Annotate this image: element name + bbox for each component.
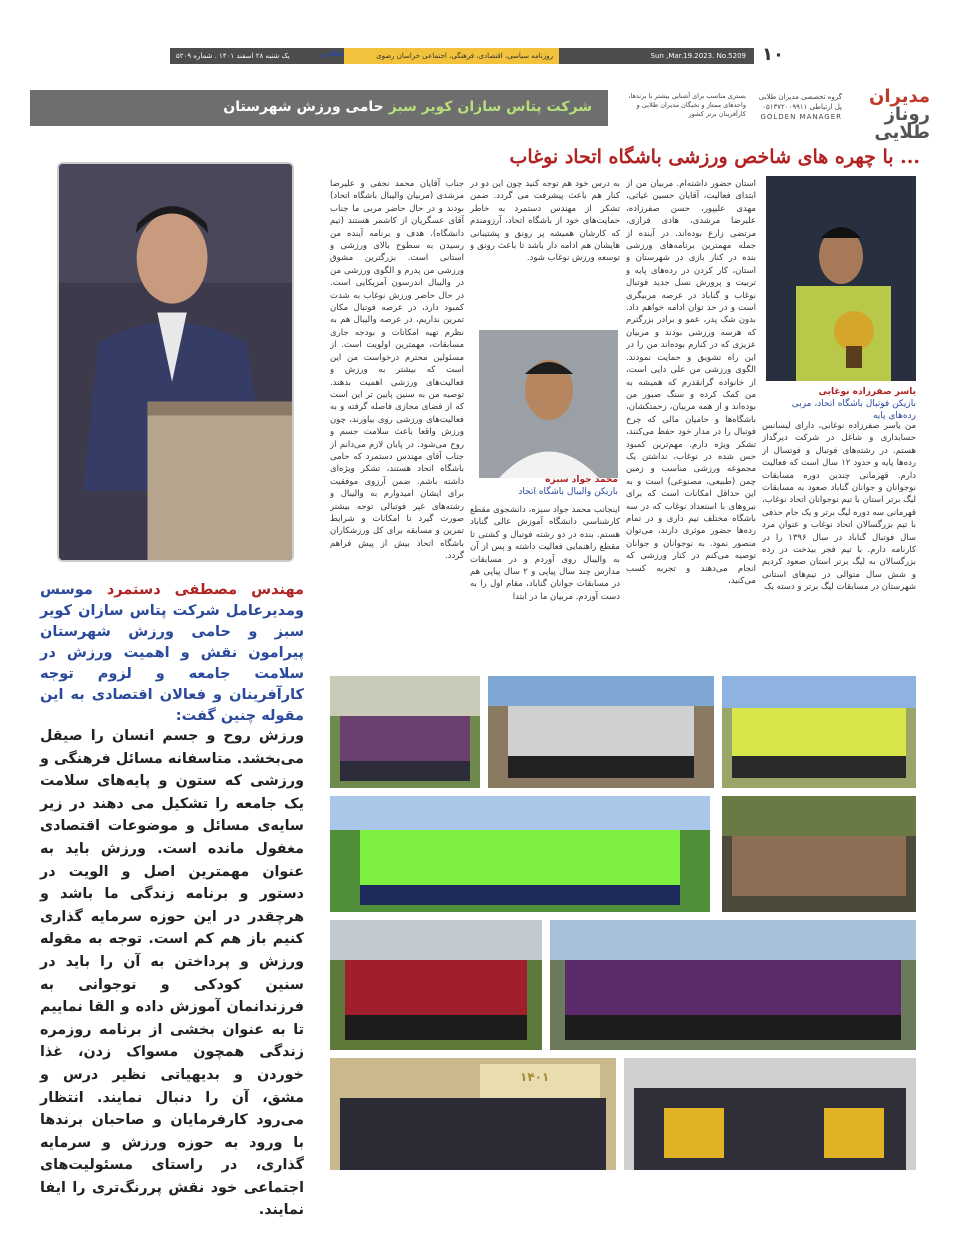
- issue-strip: [170, 48, 754, 64]
- brand-en: GOLDEN MANAGER: [760, 113, 842, 121]
- yasser-caption: [766, 386, 916, 422]
- newspaper-description: روزنامه سیاسی، اقتصادی، فرهنگی، اجتماعی خراسان رضوی: [344, 48, 559, 64]
- brand-group: گروه تخصصی مدیران طلایی: [758, 93, 842, 101]
- brand-phone: پل ارتباطی ۰۵۱۳۷۲۰۰۹۹۱۱: [762, 103, 842, 111]
- gallery-team-photo-4: [330, 796, 710, 912]
- gallery-team-photo-1: [330, 676, 480, 788]
- lead-name: مهندس مصطفی دستمرد: [106, 582, 304, 598]
- newspaper-logo: طلایی: [319, 49, 344, 58]
- brand-top: مدیران: [868, 86, 930, 107]
- article-column-2: استان حضور داشته‌ام. مربیان من از ابتدای فعالیت، آقایان حسین غیاثی، مهدی علیپور، حسن صفرزاده، علیرضا مرشدی، هادی فرازی، مرتضی زارع بوده‌اند. در آینده از جمله مهمترین برنامه‌های ورزشی بنده در کنار بازی در شهرستان و استان، کار کردن در رده‌های پایه و تربیت و پرورش نسل جدید فوتبال نوغاب و گناباد در عرصه مربیگری است و در حد توان ادامه خواهم داد. بدون شک پدر، عمو و برادر بزرگترم که هرسه ورزشی بودند و مربیان عزیزی که در کنارم بوده‌اند من را در این راه تشویق و حمایت نمودند. الگوی ورزشی من علی دایی است، از خانواده گرانقدرم که همیشه به من کمک کرده و سنگ صبور من بوده‌اند و از همه مربیان، زحمتکشان، باشگاه‌ها و حامیان مالی که چرخ فوتبال را در مدار خود حفظ می‌کنند، تشکر ویژه دارم. مهم‌ترین کمبود حس شده در نوغاب، نداشتن یک مجموعه ورزشی مناسب و زمین چمن (طبیعی، مصنوعی) است و به این حداقل امکانات است که برای نیروهای با استعداد نوغاب که در سه باشگاه مختلف تیم داری و در تمام رده‌ها حضور موثری دارند، می‌توان منصور نمود. به نوجوانان و جوانان توصیه می‌کنم در کنار ورزشی که انجام می‌دهند و تجربه کسب می‌کنید،: [626, 179, 756, 586]
- sidebar-body: ورزش روح و جسم انسان را صیقل می‌بخشد. متاسفانه مسائل فرهنگی و ورزشی که ستون و پایه‌های سلامت یک جامعه را تشکیل می دهند در زیر سایه‌ی مسائل و موضوعات اقتصادی مغفول مانده است. ورزش باید به عنوان مهمترین اصل و الویت در دستور و برنامه زندگی ما باشد و هرچقدر در این حوزه سرمایه گذاری کنیم باز هم کم است. توجه به مقوله ورزش و پرداختن به آن را باید در سنین کودکی و نوجوانی به فرزندانمان آموزش داده و القا نماییم تا به عنوان بخشی از برنامه روزمره زندگی همچون مسواک زدن، غذا خوردن و بدیهیاتی نظیر درس و مشق، آن را دنبال نمایند. انتظار می‌رود کارفرمایان و صاحبان برندها با ورود به حوزه ورزش و سرمایه گذاری، در راستای مسئولیت‌های اجتماعی خود نقش پررنگ‌تری را ایفا نمایند.: [40, 728, 304, 1219]
- brand-bottom: روناز طلایی: [874, 104, 930, 143]
- sidebar-lead: [40, 580, 304, 727]
- mohammad-photo: [479, 330, 618, 478]
- article-column-4: جناب آقایان محمد نجفی و علیرضا مرشدی (مربیان والیبال باشگاه اتحاد) بودند و در حال حاضر مربی ما جناب آقای عسگریان از کاشمر هستند (تیم دانشگاه). هدف و برنامه آینده من رسیدن به سطوح بالای ورزشی و استانی است. بزرگترین مشوق ورزشی من پدرم و الگوی ورزشی من در والیبال اندرسون آمریکایی است. در حال حاضر ورزش نوغاب به شدت کمبود دارد، در عرصه فوتبال مکان تمرین نداریم، در عرصه والیبال هم به نظرم تهیه امکانات و بودجه جاری مسابقات، مهمترین اولویت است. از مسئولین محترم درخواست من این است که بیشتر به ورزش و فعالیت‌های ورزشی اهمیت بدهند. توصیه من به سنین پایین تر این است که از فضای مجازی فاصله گرفته و به فعالیت‌های ورزشی روی بیاورند، چون ورزش واقعا باعث سلامت جسم و روح می‌شود. در پایان لازم می‌دانم از جناب آقای مهندس دستمرد که حامی باشگاه اتحاد هستند، تشکر ویژه‌ای داشته باشم. ضمن آرزوی موفقیت برای ایشان امیدوارم به والیبال و رشته‌های غیر فوتبالی توجه بیشتر صورت گیرد تا امکانات و شرایط تمرین و مسابقه برای کل ورزشکاران باشگاه اتحاد بیش از پیش فراهم گردد.: [330, 179, 464, 562]
- award-banner-text: ۱۴۰۱: [520, 1070, 550, 1084]
- yasser-name: یاسر صفرزاده نوغابی: [818, 387, 916, 397]
- brand-tagline: بستری مناسب برای آشنایی بیشتر با برندها، واحدهای ممتاز و نخبگان مدیران طلایی و کارآفرینان برتر کشور: [628, 92, 746, 118]
- gallery-team-photo-2: [488, 676, 714, 788]
- lead-rest: پیرامون نقش و اهمیت ورزش در سلامت جامعه و لزوم توجه کارآفرینان و فعالان اقتصادی به این مقوله چنین گفت:: [40, 645, 304, 724]
- gallery-team-photo-3: [722, 676, 916, 788]
- yasser-photo: [766, 176, 916, 381]
- gallery-team-photo-6: [330, 920, 542, 1050]
- brand-logo: [850, 86, 930, 143]
- gallery-team-photo-7: [550, 920, 916, 1050]
- mohammad-name: محمد جواد سبزه: [545, 475, 618, 485]
- sponsor-company: شرکت پتاس سازان کویر سبز: [388, 99, 592, 115]
- issue-date-en: Sun ,Mar.19.2023. No.5209: [650, 52, 746, 60]
- gallery-award-photo-1: [330, 1058, 616, 1170]
- page-number: ۱۰: [762, 44, 784, 65]
- gallery-award-photo-2: [624, 1058, 916, 1170]
- mohammad-desc: بازیکن والیبال باشگاه اتحاد: [518, 487, 618, 497]
- article-title: ... با چهره های شاخص ورزشی باشگاه اتحاد نوغاب: [509, 146, 920, 168]
- lead-title: موسس ومدیرعامل شرکت پتاس سازان کویر سبز و حامی ورزش شهرستان: [40, 582, 304, 640]
- article-column-3-bottom: اینجانب محمد جواد سبزه، دانشجوی مقطع کارشناسی دانشگاه آموزش عالی گناباد هستم. بنده در دو رشته فوتبال و کشتی تا مقطع راهنمایی فعالیت داشته و پس از آن به والیبال روی آوردم و در مسابقات مدارس چند سال پیاپی و ۲ سال پیاپی هم در مسابقات جوانان گناباد، مقام اول را به دست آوردم. مربیان ما در ابتدا: [470, 505, 620, 602]
- sponsor-band: [30, 90, 608, 126]
- gallery-team-photo-5: [722, 796, 916, 912]
- article-column-3-top: به درس خود هم توجه کنید چون این دو در کنار هم باعث پیشرفت می گردد. ضمن تشکر از مهندس دستمرد به خاطر حمایت‌های خود از باشگاه اتحاد، آرزومندم که کارشان همیشه پر رونق و پشتیبانی هایشان هم ادامه دار باشد تا باعث رونق و توسعه ورزش نوغاب شود.: [470, 179, 620, 264]
- sponsor-role: حامی ورزش شهرستان: [223, 99, 384, 115]
- brand-info: [752, 92, 842, 122]
- issue-date-fa: یک شنبه ۲۸ اسفند ۱۴۰۱ . شماره ۵۲۰۹: [176, 52, 290, 60]
- article-column-1-top: من یاسر صفرزاده نوغابی، دارای لیسانس حسابداری و شاغل در شرکت دیرگداز هستم. در رشته‌های فوتبال و فوتسال از رده‌ها پایه و حدود ۱۲ سال است که فعالیت دارم. قهرمانی چندین دوره مسابقات نوجوانان و جوانان گناباد صعود به مسابقات لیگ برتر استان با تیم نوجوانان اتحاد نوغاب، قهرمانی سه دوره لیگ برتر و یک جام حذفی با تیم بزرگسالان اتحاد نوغاب و عنوان مرد سال فوتبال گناباد در سال ۱۳۹۶ را در کارنامه دارم. با تیم فجر بیدخت در رده بزرگسالان به لیگ برتر استان صعود کردیم و شش سال متوالی در تیم‌های استانی شهرستان در مسابقات لیگ برتر و دسته یک: [762, 421, 916, 593]
- mohammad-caption: [470, 474, 618, 498]
- speaker-portrait-photo: [57, 162, 294, 562]
- yasser-desc: بازیکن فوتبال باشگاه اتحاد، مربی رده‌های پایه: [791, 399, 916, 421]
